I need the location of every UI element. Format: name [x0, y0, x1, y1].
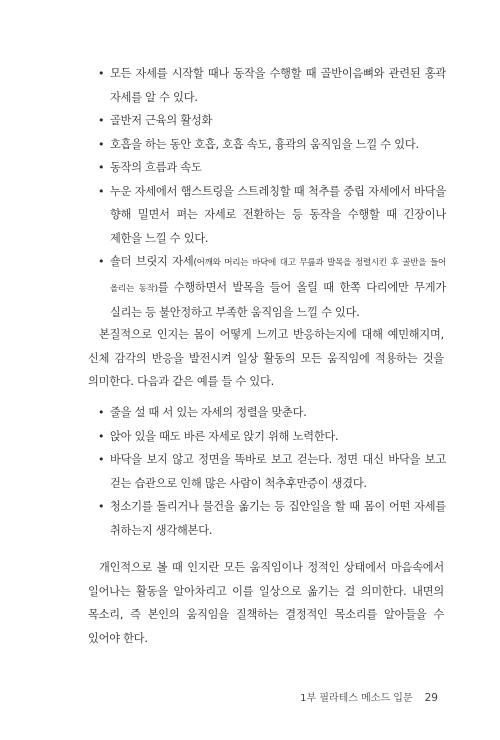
list-item-text: 호흡을 하는 동안 호흡, 호흡 속도, 흉곽의 움직임을 느낄 수 있다. — [110, 137, 419, 151]
body-paragraph: 개인적으로 볼 때 인지란 모든 움직임이나 정적인 상태에서 마음속에서 일어나는 활동을 알아차리고 이를 일상으로 옮기는 걸 의미한다. 내면의 목소리, 즉 본인의 움직임을 질책하는 결정적인 목소리를 알아들을 수 있어야 한다. — [88, 561, 444, 645]
list-item — [98, 401, 446, 425]
list-item-text: 앉아 있을 때도 바른 자세로 앉기 위해 노력한다. — [110, 429, 339, 443]
list-item — [98, 425, 446, 449]
list-item-text: 누운 자세에서 햄스트링을 스트레칭할 때 척추를 중립 자세에서 바닥을 향해 밀면서 펴는 자세로 전환하는 등 동작을 수행할 때 긴장이나 제한을 느낄 수 있다. — [110, 184, 446, 245]
list-item — [98, 495, 446, 542]
page-footer — [300, 689, 438, 704]
list-item-text: 골반저 근육의 활성화 — [110, 114, 213, 127]
list-item — [98, 448, 446, 495]
list-item — [98, 180, 446, 251]
list-item — [98, 133, 446, 157]
list-item — [98, 109, 446, 133]
list-item-parenthetical: (어깨와 머리는 바닥에 대고 무릎과 발목을 정렬시킨 후 골반을 들어 올리는 동작) — [110, 258, 447, 294]
list-item-text: 바닥을 보지 않고 정면을 똑바로 보고 걷는다. 정면 대신 바닥을 보고 걷는 습관으로 인해 많은 사람이 척추후만증이 생겼다. — [110, 453, 446, 490]
list-item — [98, 156, 446, 180]
bullet-list-daily-examples — [98, 401, 446, 542]
list-item-text: 동작의 흐름과 속도 — [110, 161, 202, 174]
body-paragraph: 본질적으로 인지는 몸이 어떻게 느끼고 반응하는지에 대해 예민해지며, 신체 감각의 반응을 발전시켜 일상 활동의 모든 움직임에 적용하는 것을 의미한다. 다음과 같은 예를 들 수 있다. — [88, 328, 444, 388]
list-item-text: 를 수행하면서 발목을 들어 올릴 때 한쪽 다리에만 무게가 실리는 등 불안정하고 부족한 움직임을 느낄 수 있다. — [110, 280, 446, 319]
bullet-list-awareness-examples — [98, 62, 446, 325]
page-number: 29 — [424, 692, 438, 704]
list-item-text: 줄을 설 때 서 있는 자세의 정렬을 맞춘다. — [110, 406, 307, 419]
list-item-text: 청소기를 돌리거나 물건을 옮기는 등 집안일을 할 때 몸이 어떤 자세를 취하는지 생각해본다. — [110, 500, 446, 537]
list-item-text: 모든 자세를 시작할 때나 동작을 수행할 때 골반이음뼈와 관련된 홍곽 자세를 알 수 있다. — [110, 67, 446, 104]
running-footer-section: 1부 필라테스 메소드 입문 — [300, 693, 413, 704]
list-item — [98, 250, 446, 325]
list-item — [98, 62, 446, 109]
list-item-text: 숄더 브릿지 자세 — [110, 255, 194, 268]
